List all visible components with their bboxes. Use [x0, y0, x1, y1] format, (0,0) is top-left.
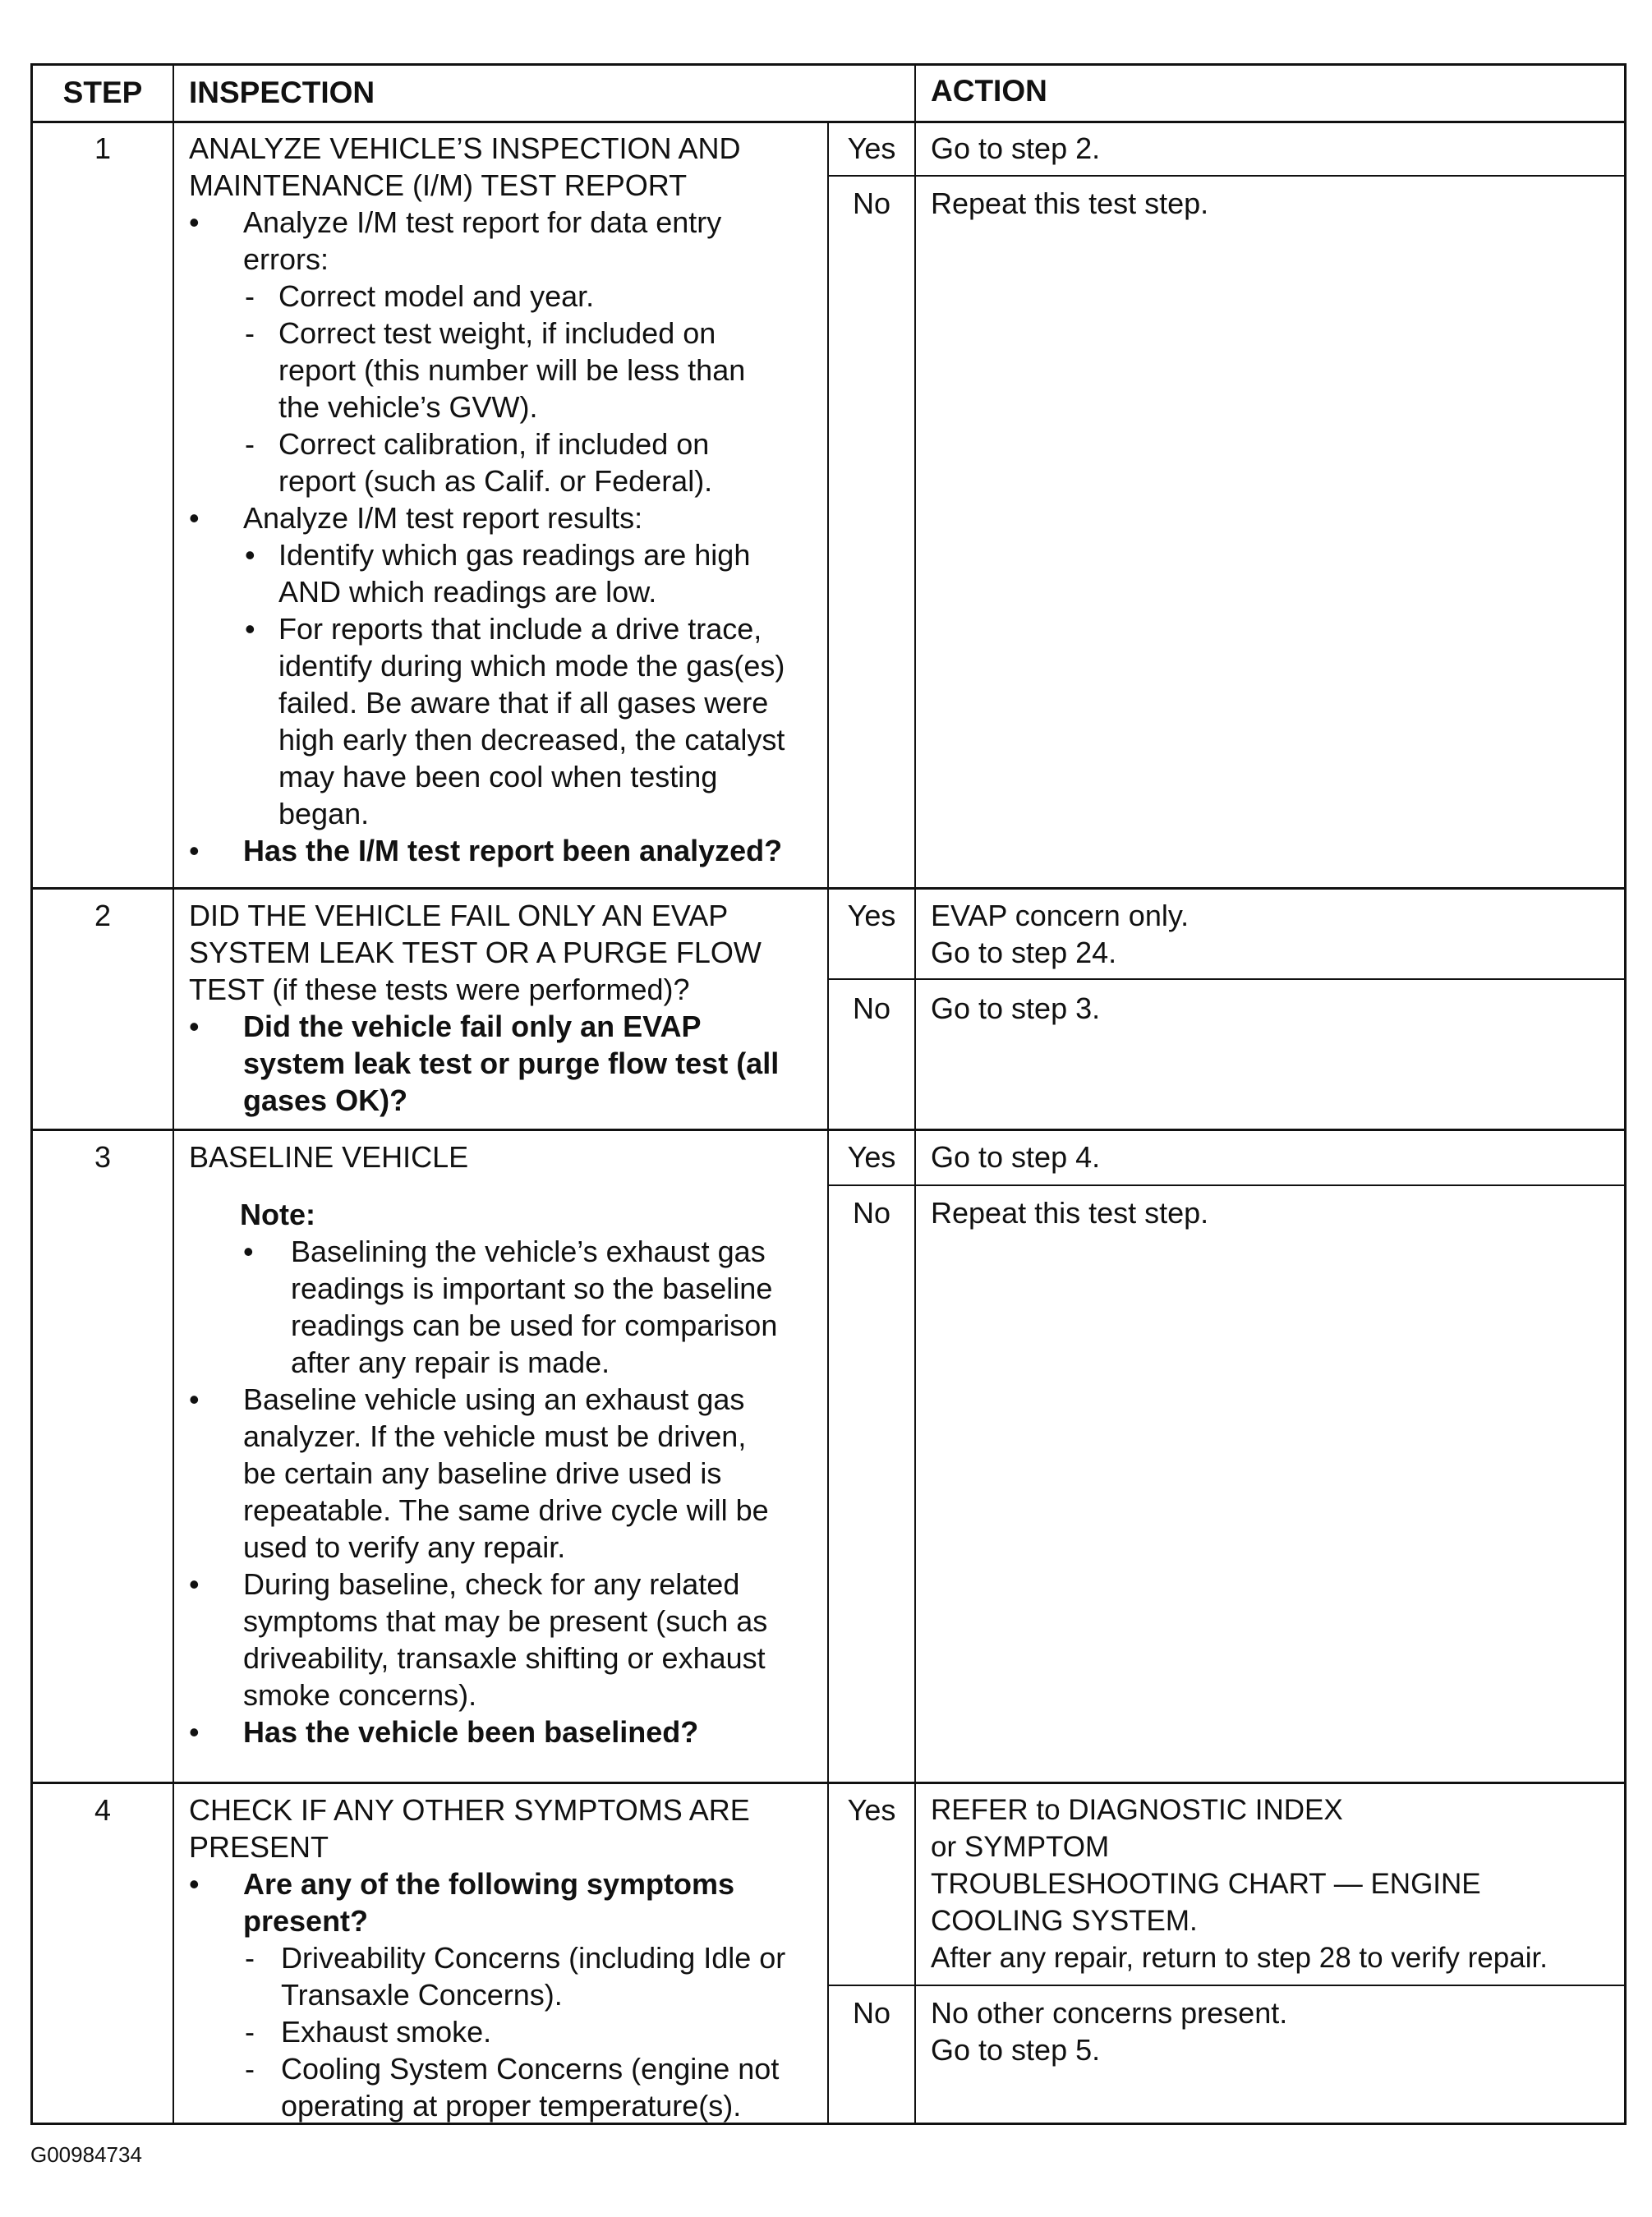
bullet-icon: • — [243, 1235, 254, 1268]
yes-label: Yes — [847, 899, 896, 932]
dash-icon: - — [245, 2015, 255, 2049]
header-divider — [33, 121, 1627, 123]
inspection-subitem: Correct calibration, if included on report (such as Calif. or Federal). — [278, 427, 713, 498]
header-step: STEP — [62, 76, 143, 109]
yes-action: EVAP concern only. Go to step 24. — [931, 899, 1190, 969]
inspection-title: ANALYZE VEHICLE’S INSPECTION AND MAINTENANCE (I/M) TEST REPORT — [189, 131, 741, 202]
yes-action: Go to step 4. — [931, 1140, 1101, 1174]
inspection-subitem: Correct model and year. — [278, 279, 595, 313]
header-action: ACTION — [931, 74, 1047, 108]
no-label: No — [852, 186, 891, 220]
yesno-divider-2 — [827, 978, 1627, 980]
step-number: 1 — [94, 131, 112, 165]
inspection-question: Has the vehicle been baselined? — [243, 1715, 699, 1749]
dash-icon: - — [245, 316, 255, 350]
bullet-icon: • — [189, 1715, 200, 1749]
dash-icon: - — [245, 1941, 255, 1975]
yes-label: Yes — [847, 131, 896, 165]
step-number: 4 — [94, 1793, 112, 1827]
inspection-title: BASELINE VEHICLE — [189, 1140, 469, 1174]
yes-action: Go to step 2. — [931, 131, 1101, 165]
bullet-icon: • — [189, 1567, 200, 1601]
yesno-divider-1 — [827, 175, 1627, 177]
bullet-icon: • — [245, 612, 255, 646]
yes-action: REFER to DIAGNOSTIC INDEX or SYMPTOM TROUBLESHOOTING CHART — ENGINE COOLING SYSTEM. After any repair, return to step 28 to verify repair. — [931, 1794, 1548, 1974]
inspection-subitem: Exhaust smoke. — [281, 2015, 492, 2049]
no-action: Repeat this test step. — [931, 1196, 1209, 1230]
inspection-subitem: Identify which gas readings are high AND which readings are low. — [278, 538, 751, 609]
bullet-icon: • — [245, 538, 255, 572]
inspection-item: Analyze I/M test report results: — [243, 501, 643, 535]
bullet-icon: • — [189, 1867, 200, 1901]
inspection-subitem: For reports that include a drive trace, identify during which mode the gas(es) failed. Be aware that if all gases were high early then decreased, the catalyst may have been cool when testing began. — [278, 612, 785, 830]
header-inspection: INSPECTION — [189, 76, 375, 109]
dash-icon: - — [245, 2052, 255, 2086]
inspection-item: Analyze I/M test report for data entry errors: — [243, 205, 722, 276]
inspection-item: During baseline, check for any related symptoms that may be present (such as driveability, transaxle shifting or exhaust smoke concerns). — [243, 1567, 768, 1712]
yesno-divider-4 — [827, 1985, 1627, 1986]
col-divider-action — [914, 66, 916, 2125]
note-label: Note: — [240, 1198, 315, 1231]
bullet-icon: • — [189, 834, 200, 867]
col-divider-step — [173, 66, 174, 2125]
inspection-subitem: Driveability Concerns (including Idle or Transaxle Concerns). — [281, 1941, 786, 2012]
bullet-icon: • — [189, 501, 200, 535]
yesno-divider-3 — [827, 1184, 1627, 1186]
no-label: No — [852, 991, 891, 1025]
diagnostic-table — [30, 63, 1627, 2125]
inspection-title: CHECK IF ANY OTHER SYMPTOMS ARE PRESENT — [189, 1793, 750, 1864]
row-divider-3-4 — [33, 1782, 1627, 1784]
row-divider-2-3 — [33, 1129, 1627, 1131]
step-number: 3 — [94, 1140, 112, 1174]
dash-icon: - — [245, 279, 255, 313]
no-action: Go to step 3. — [931, 991, 1101, 1025]
inspection-subitem: Cooling System Concerns (engine not operating at proper temperature(s). — [281, 2052, 780, 2123]
inspection-question: Are any of the following symptoms present? — [243, 1867, 735, 1938]
inspection-title: DID THE VEHICLE FAIL ONLY AN EVAP SYSTEM LEAK TEST OR A PURGE FLOW TEST (if these tests were performed)? — [189, 899, 762, 1006]
step-number: 2 — [94, 899, 112, 932]
bullet-icon: • — [189, 1010, 200, 1043]
dash-icon: - — [245, 427, 255, 461]
inspection-question: Has the I/M test report been analyzed? — [243, 834, 783, 867]
no-action: Repeat this test step. — [931, 186, 1209, 220]
row-divider-1-2 — [33, 887, 1627, 890]
figure-code: G00984734 — [30, 2142, 142, 2167]
yes-label: Yes — [847, 1140, 896, 1174]
note-text: Baselining the vehicle’s exhaust gas readings is important so the baseline readings can be used for comparison after any repair is made. — [291, 1235, 778, 1379]
inspection-subitem: Correct test weight, if included on report (this number will be less than the vehicle’s GVW). — [278, 316, 746, 424]
yes-label: Yes — [847, 1793, 896, 1827]
inspection-question: Did the vehicle fail only an EVAP system leak test or purge flow test (all gases OK)? — [243, 1010, 780, 1117]
no-label: No — [852, 1196, 891, 1230]
no-action: No other concerns present. Go to step 5. — [931, 1996, 1288, 2067]
no-label: No — [852, 1996, 891, 2030]
inspection-item: Baseline vehicle using an exhaust gas analyzer. If the vehicle must be driven, be certain any baseline drive used is repeatable. The same drive cycle will be used to verify any repair. — [243, 1382, 769, 1564]
bullet-icon: • — [189, 1382, 200, 1416]
bullet-icon: • — [189, 205, 200, 239]
